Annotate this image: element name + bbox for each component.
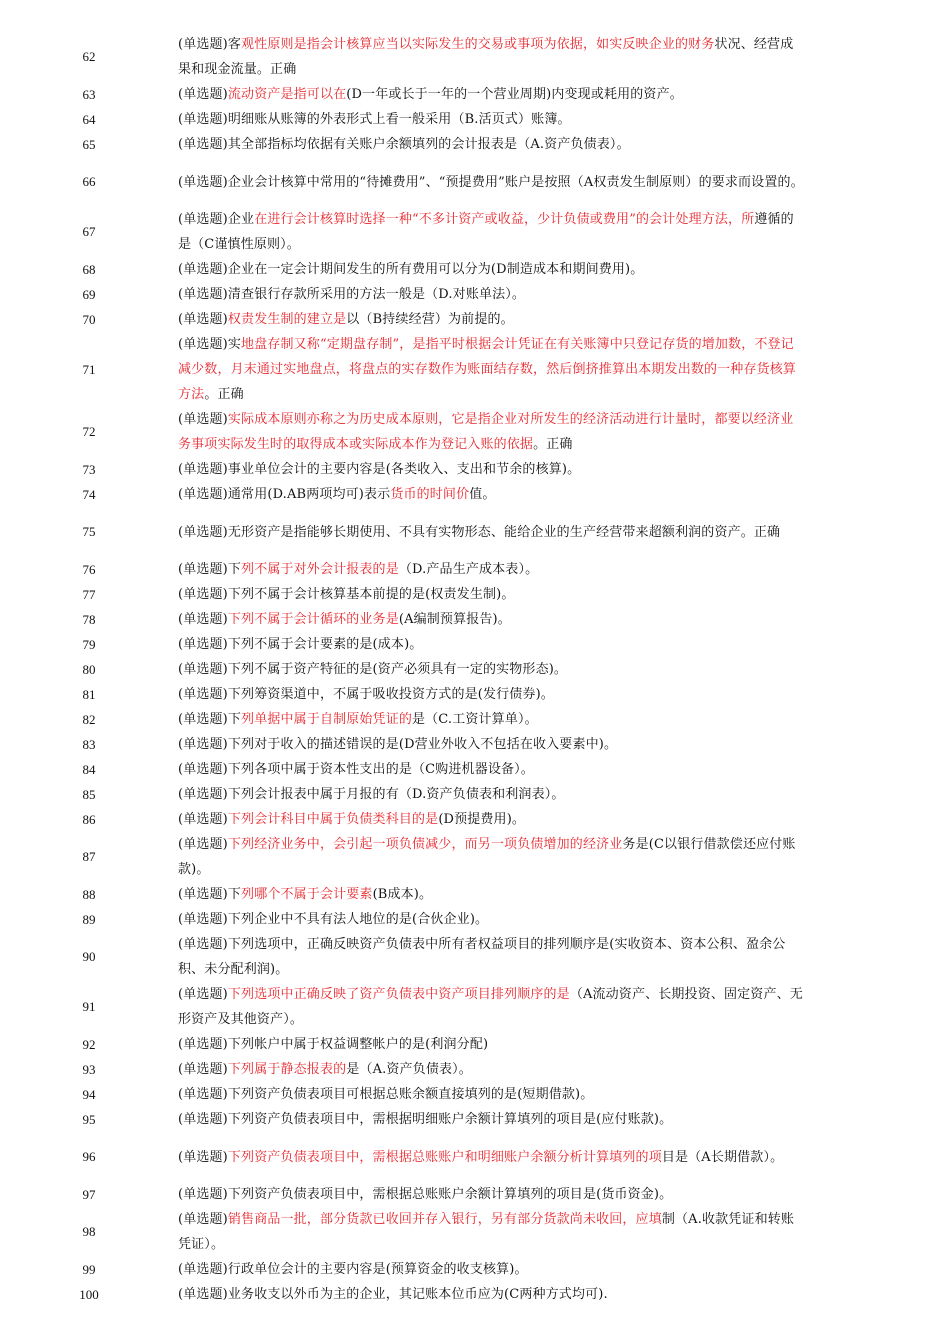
plain-text: (单选题)企业会计核算中常用的“待摊费用”、“预提费用”账户是按照（A权责发生制原则）的要求而设置的。 [178,174,804,190]
highlighted-text: 权责发生制的建立是 [227,312,347,327]
plain-text: 状况、经营成果和现金流量。正确 [178,37,794,77]
question-number: 84 [82,761,96,777]
question-text [178,1057,806,1082]
plain-text: (单选题)客 [178,37,242,52]
plain-text: （A流动资产、长期投资、固定资产、无形资产及其他资产）。 [178,987,803,1027]
question-row [0,1032,950,1057]
question-number: 77 [82,586,96,602]
question-row [0,932,950,982]
question-row [0,782,950,807]
question-row [0,657,950,682]
plain-text: (单选题)下列选项中，正确反映资产负债表中所有者权益项目的排列顺序是(实收资本、资本公积、盈余公积、未分配利润)。 [178,937,786,977]
question-text [178,782,806,807]
question-row [0,1182,950,1207]
highlighted-text: 列不属于对外会计报表的是 [241,562,399,577]
plain-text: (单选题)事业单位会计的主要内容是(各类收入、支出和节余的核算)。 [178,462,581,477]
question-number: 66 [82,174,96,189]
plain-text: (单选题)下列不属于会计核算基本前提的是(权责发生制)。 [178,587,515,602]
question-text [178,732,806,757]
question-number: 70 [82,311,96,327]
plain-text: 。正确 [533,437,573,452]
question-text [178,1207,806,1257]
plain-text: (单选题) [178,1212,228,1227]
question-text [178,482,806,507]
plain-text: (单选题)企业 [178,212,255,227]
question-number: 80 [82,661,96,677]
question-text [178,1282,806,1307]
question-row [0,582,950,607]
plain-text: (D一年或长于一年的一个营业周期)内变现或耗用的资产。 [346,87,683,102]
question-row [0,457,950,482]
question-row [0,82,950,107]
highlighted-text: 实际成本原则亦称之为历史成本原则，它是指企业对所发生的经济活动进行计量时，都要以经济业务事项实际发生时的取得成本或实际成本作为登记入账的依据 [178,412,794,452]
question-row [0,557,950,582]
question-row [0,682,950,707]
question-number: 71 [82,361,96,377]
question-text [178,832,806,882]
question-row [0,307,950,332]
plain-text: (单选题)企业在一定会计期间发生的所有费用可以分为(D制造成本和期间费用)。 [178,262,644,277]
question-text [178,682,806,707]
question-row [0,507,950,557]
question-number: 96 [82,1149,96,1164]
question-row [0,707,950,732]
question-number: 67 [82,224,96,239]
question-text [178,1032,806,1057]
question-text [178,1257,806,1282]
question-number: 79 [82,636,96,652]
question-row [0,732,950,757]
plain-text: (单选题)下列筹资渠道中，不属于吸收投资方式的是(发行债券)。 [178,687,554,702]
plain-text: (单选题) [178,87,228,102]
plain-text: (单选题)通常用(D.AB两项均可)表示 [178,487,391,502]
question-number: 65 [82,136,96,152]
question-text [178,882,806,907]
highlighted-text: 观性原则是指会计核算应当以实际发生的交易或事项为依据，如实反映企业的财务 [241,37,715,52]
question-number: 90 [82,949,96,964]
plain-text: (单选题)下列资产负债表项目可根据总账余额直接填列的是(短期借款)。 [178,1087,594,1102]
question-number: 68 [82,261,96,277]
plain-text: (单选题)行政单位会计的主要内容是(预算资金的收支核算)。 [178,1262,528,1277]
question-row [0,407,950,457]
plain-text: (单选题)下列各项中属于资本性支出的是（C购进机器设备）。 [178,762,534,777]
question-text [178,1182,806,1207]
plain-text: (单选题) [178,1149,228,1165]
plain-text: (单选题)清查银行存款所采用的方法一般是（D.对账单法）。 [178,287,526,302]
question-row [0,632,950,657]
question-row [0,807,950,832]
plain-text: 是（C.工资计算单）。 [412,712,538,727]
highlighted-text: 地盘存制又称“定期盘存制”，是指平时根据会计凭证在有关账簿中只登记存货的增加数，不登记减少数，月末通过实地盘点，将盘点的实存数作为账面结存数，然后倒挤推算出本期发出数的一种存货核算方法 [178,337,797,402]
question-row [0,832,950,882]
question-row [0,1257,950,1282]
question-text [178,307,806,332]
question-number: 88 [82,886,96,902]
question-row [0,207,950,257]
plain-text: (单选题)下列资产负债表项目中，需根据明细账户余额计算填列的项目是(应付账款)。 [178,1112,673,1127]
plain-text: (单选题) [178,837,228,852]
question-number: 81 [82,686,96,702]
plain-text: (单选题)下 [178,562,242,577]
question-number: 62 [82,49,96,64]
question-text [178,82,806,107]
plain-text: (单选题)下列对于收入的描述错误的是(D营业外收入不包括在收入要素中)。 [178,737,618,752]
question-text [178,107,806,132]
question-text [178,407,806,457]
question-text [178,807,806,832]
plain-text: (单选题)下列帐户中属于权益调整帐户的是(利润分配) [178,1037,489,1052]
plain-text: (单选题)下列企业中不具有法人地位的是(合伙企业)。 [178,912,489,927]
question-text [178,907,806,932]
question-number: 95 [82,1111,96,1127]
highlighted-text: 流动资产是指可以在 [227,87,347,102]
plain-text: (单选题)实 [178,337,242,352]
question-text [178,982,806,1032]
question-text [178,207,806,257]
question-number: 85 [82,786,96,802]
question-row [0,882,950,907]
question-text [178,707,806,732]
question-number: 92 [82,1036,96,1052]
question-row [0,132,950,157]
question-text [178,332,806,407]
question-text [178,632,806,657]
plain-text: (单选题) [178,1062,228,1077]
plain-text: (D预提费用)。 [438,812,526,827]
question-text [178,170,806,195]
question-text [178,32,806,82]
question-row [0,1082,950,1107]
plain-text: (单选题)其全部指标均依据有关账户余额填列的会计报表是（A.资产负债表）。 [178,137,630,152]
plain-text: 遵循的是（C谨慎性原则）。 [178,212,794,252]
question-number: 99 [82,1261,96,1277]
question-number: 75 [82,524,96,539]
plain-text: 务是(C以银行借款偿还应付账款)。 [178,837,796,877]
highlighted-text: 下列经济业务中，会引起一项负债减少，而另一项负债增加的经济业 [227,837,623,852]
question-text [178,1082,806,1107]
question-text [178,657,806,682]
question-text [178,1107,806,1132]
question-text [178,757,806,782]
plain-text: (单选题)下列会计报表中属于月报的有（D.资产负债表和利润表）。 [178,787,565,802]
question-number: 93 [82,1061,96,1077]
question-number: 89 [82,911,96,927]
question-number: 72 [82,424,96,439]
plain-text: (单选题)业务收支以外币为主的企业，其记账本位币应为(C两种方式均可). [178,1287,608,1302]
question-list [0,32,950,1307]
plain-text: (单选题)无形资产是指能够长期使用、不具有实物形态、能给企业的生产经营带来超额利润的资产。正确 [178,524,781,540]
question-number: 87 [82,849,96,864]
question-row [0,1107,950,1132]
plain-text: 制（A.收款凭证和转账凭证）。 [178,1212,795,1252]
question-row [0,607,950,632]
question-number: 83 [82,736,96,752]
question-row [0,757,950,782]
question-number: 100 [79,1286,99,1302]
question-text [178,1145,806,1170]
plain-text: 目是（A长期借款）。 [661,1149,784,1165]
question-text [178,582,806,607]
question-text [178,457,806,482]
question-number: 73 [82,461,96,477]
question-text [178,607,806,632]
question-number: 69 [82,286,96,302]
question-number: 64 [82,111,96,127]
question-row [0,1057,950,1082]
question-text [178,132,806,157]
question-row [0,907,950,932]
highlighted-text: 下列选项中正确反映了资产负债表中资产项目排列顺序的是 [227,987,570,1002]
highlighted-text: 列单据中属于自制原始凭证的 [241,712,412,727]
question-text [178,557,806,582]
plain-text: (单选题) [178,612,228,627]
plain-text: （D.产品生产成本表）。 [398,562,539,577]
highlighted-text: 销售商品一批，部分货款已收回并存入银行，另有部分货款尚未收回，应填 [227,1212,662,1227]
question-number: 91 [82,999,96,1014]
question-number: 94 [82,1086,96,1102]
question-row [0,1207,950,1257]
plain-text: 以（B持续经营）为前提的。 [346,312,514,327]
plain-text: (单选题)下列不属于资产特征的是(资产必须具有一定的实物形态)。 [178,662,568,677]
plain-text: (A编制预算报告)。 [398,612,511,627]
question-text [178,932,806,982]
plain-text: (单选题) [178,987,228,1002]
plain-text: (单选题) [178,412,228,427]
highlighted-text: 下列不属于会计循环的业务是 [227,612,399,627]
question-row [0,1132,950,1182]
plain-text: (单选题)明细账从账簿的外表形式上看一般采用（B.活页式）账簿。 [178,112,571,127]
question-row [0,107,950,132]
question-number: 98 [82,1224,96,1239]
plain-text: (单选题)下 [178,712,242,727]
plain-text: (单选题)下列资产负债表项目中，需根据总账账户余额计算填列的项目是(货币资金)。 [178,1187,673,1202]
question-row [0,332,950,407]
plain-text: 。正确 [204,387,244,402]
question-text [178,282,806,307]
plain-text: (单选题) [178,812,228,827]
question-row [0,1282,950,1307]
question-number: 78 [82,611,96,627]
question-row [0,482,950,507]
highlighted-text: 在进行会计核算时选择一种“不多计资产或收益，少计负债或费用”的会计处理方法，所 [254,212,755,227]
highlighted-text: 列哪个不属于会计要素 [241,887,373,902]
plain-text: 是（A.资产负债表）。 [346,1062,472,1077]
question-row [0,282,950,307]
question-text [178,520,806,545]
question-row [0,32,950,82]
highlighted-text: 货币的时间价 [390,487,470,502]
question-number: 63 [82,86,96,102]
highlighted-text: 下列属于静态报表的 [227,1062,347,1077]
question-row [0,157,950,207]
plain-text: (单选题)下 [178,887,242,902]
question-number: 86 [82,811,96,827]
question-number: 82 [82,711,96,727]
question-number: 97 [82,1186,96,1202]
highlighted-text: 下列会计科目中属于负债类科目的是 [227,812,439,827]
plain-text: (单选题) [178,312,228,327]
question-row [0,982,950,1032]
highlighted-text: 下列资产负债表项目中，需根据总账账户和明细账户余额分析计算填列的项 [227,1149,662,1165]
question-row [0,257,950,282]
plain-text: (单选题)下列不属于会计要素的是(成本)。 [178,637,423,652]
question-number: 74 [82,486,96,502]
plain-text: 值。 [469,487,496,502]
plain-text: (B成本)。 [372,887,433,902]
question-number: 76 [82,561,96,577]
question-text [178,257,806,282]
